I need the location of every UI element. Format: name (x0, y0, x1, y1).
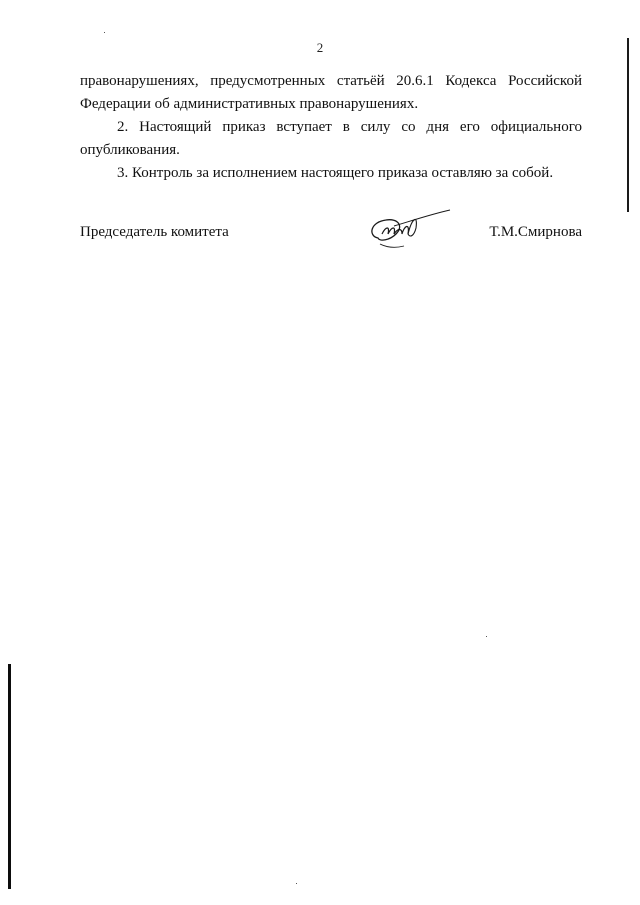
paragraph-1 (80, 70, 582, 116)
scan-edge-mark-right (627, 38, 629, 212)
paragraph-3-line-1: 3. Контроль за исполнением настоящего приказа оставляю за собой. (117, 165, 554, 181)
paragraph-2-line-1: 2. Настоящий приказ вступает в силу со дня его официального (117, 119, 582, 135)
signatory-name: Т.М.Смирнова (489, 224, 582, 240)
page-number: 2 (316, 40, 324, 55)
scan-edge-mark-left (8, 664, 11, 889)
paragraph-1-line-2: Федерации об административных правонарушениях. (80, 96, 419, 112)
scan-speck (104, 32, 105, 33)
scan-speck (486, 636, 487, 637)
paragraph-2 (80, 116, 582, 162)
paragraph-1-line-1: правонарушениях, предусмотренных статьёй 20.6.1 Кодекса Российской (80, 73, 582, 89)
scan-speck (296, 883, 297, 884)
paragraph-2-line-2: опубликования. (80, 142, 180, 158)
signature-block (80, 222, 582, 252)
handwritten-signature (364, 204, 452, 254)
paragraph-3 (80, 162, 582, 185)
signatory-title: Председатель комитета (80, 224, 229, 240)
